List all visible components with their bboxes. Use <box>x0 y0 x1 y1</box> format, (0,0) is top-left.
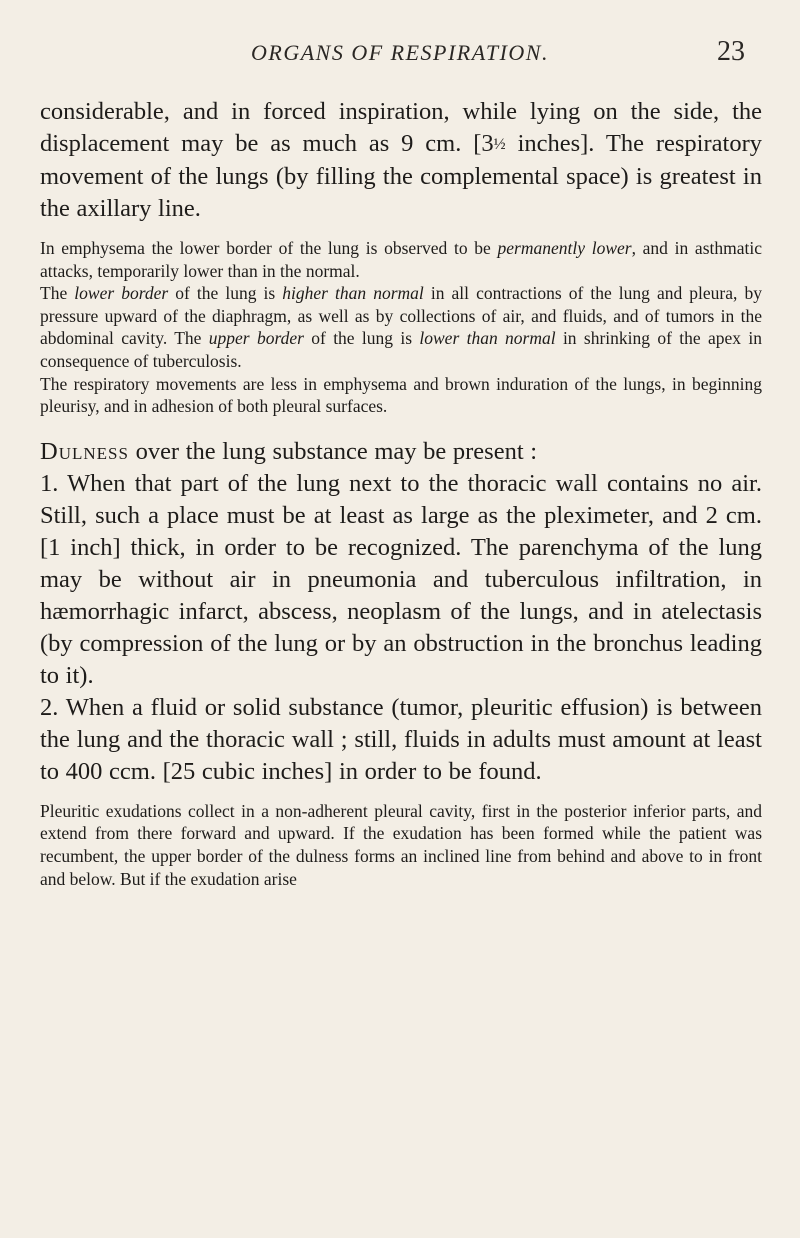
page-body <box>40 96 762 890</box>
emphasis: upper border <box>208 328 304 349</box>
emphasis: lower than normal <box>419 328 556 349</box>
paragraph-dulness-heading <box>40 436 762 468</box>
text-run: over the lung substance may be present : <box>128 437 538 465</box>
text-run: inches]. The respiratory movement of the lungs (by filling the complemental space) is greatest in the axillary line. <box>40 130 762 222</box>
paragraph-point-2: 2. When a fluid or solid substance (tumor, pleuritic effusion) is between the lung and the thoracic wall ; still, fluids in adults must amount at least to 400 ccm. [25 cubic inches] in order to be found. <box>40 693 762 785</box>
text-run: , and in asthmatic attacks, temporarily lower than in the normal. <box>40 238 762 281</box>
page-number: 23 <box>717 36 745 67</box>
paragraph-displacement <box>40 96 762 225</box>
text-run: In emphysema the lower border of the lung is observed to be <box>40 238 498 258</box>
running-head <box>0 36 800 80</box>
paragraph-emphysema <box>40 237 762 282</box>
text-run: of the lung is <box>303 328 420 349</box>
text-run: in all contractions of the lung and pleura, by pressure upward of the diaphragm, as well as by collections of air, and fluids, and of tumors in the abdominal cavity. The <box>40 283 762 349</box>
emphasis: lower border <box>74 283 169 304</box>
fraction: ½ <box>493 136 506 153</box>
paragraph-point-1: 1. When that part of the lung next to the thoracic wall contains no air. Still, such a place must be at least as large as the pleximeter, and 2 cm. [1 inch] thick, in order to be recognized. The parenchyma of the lung may be without air in pneumonia and tuberculous infiltration, in hæmorrhagic infarct, abscess, neoplasm of the lungs, and in atelectasis (by compression of the lung or by an obstruction in the bronchus leading to it). <box>40 469 762 689</box>
paragraph-pleuritic-exudations: Pleuritic exudations collect in a non-adherent pleural cavity, first in the posterior inferior parts, and extend from there forward and upward. If the exudation has been formed while the patient was recumbent, the upper border of the dulness forms an inclined line from behind and above to in front and below. But if the exudation arise <box>40 800 762 889</box>
paragraph-respiratory-movements: The respiratory movements are less in emphysema and brown induration of the lungs, in beginning pleurisy, and in adhesion of both pleural surfaces. <box>40 373 762 417</box>
emphasis: permanently lower <box>497 238 632 258</box>
text-run: of the lung is <box>168 283 283 304</box>
running-title: ORGANS OF RESPIRATION. <box>251 40 549 65</box>
text-run: The <box>40 283 75 304</box>
text-run: considerable, and in forced inspiration, while lying on the side, the displacement may be as much as 9 cm. [3 <box>40 98 762 157</box>
emphasis: higher than normal <box>282 283 424 304</box>
paragraph-lower-border <box>40 282 762 372</box>
dulness-term: Dulness <box>40 437 129 465</box>
text-run: in shrinking of the apex in consequence of tuberculosis. <box>40 328 762 371</box>
